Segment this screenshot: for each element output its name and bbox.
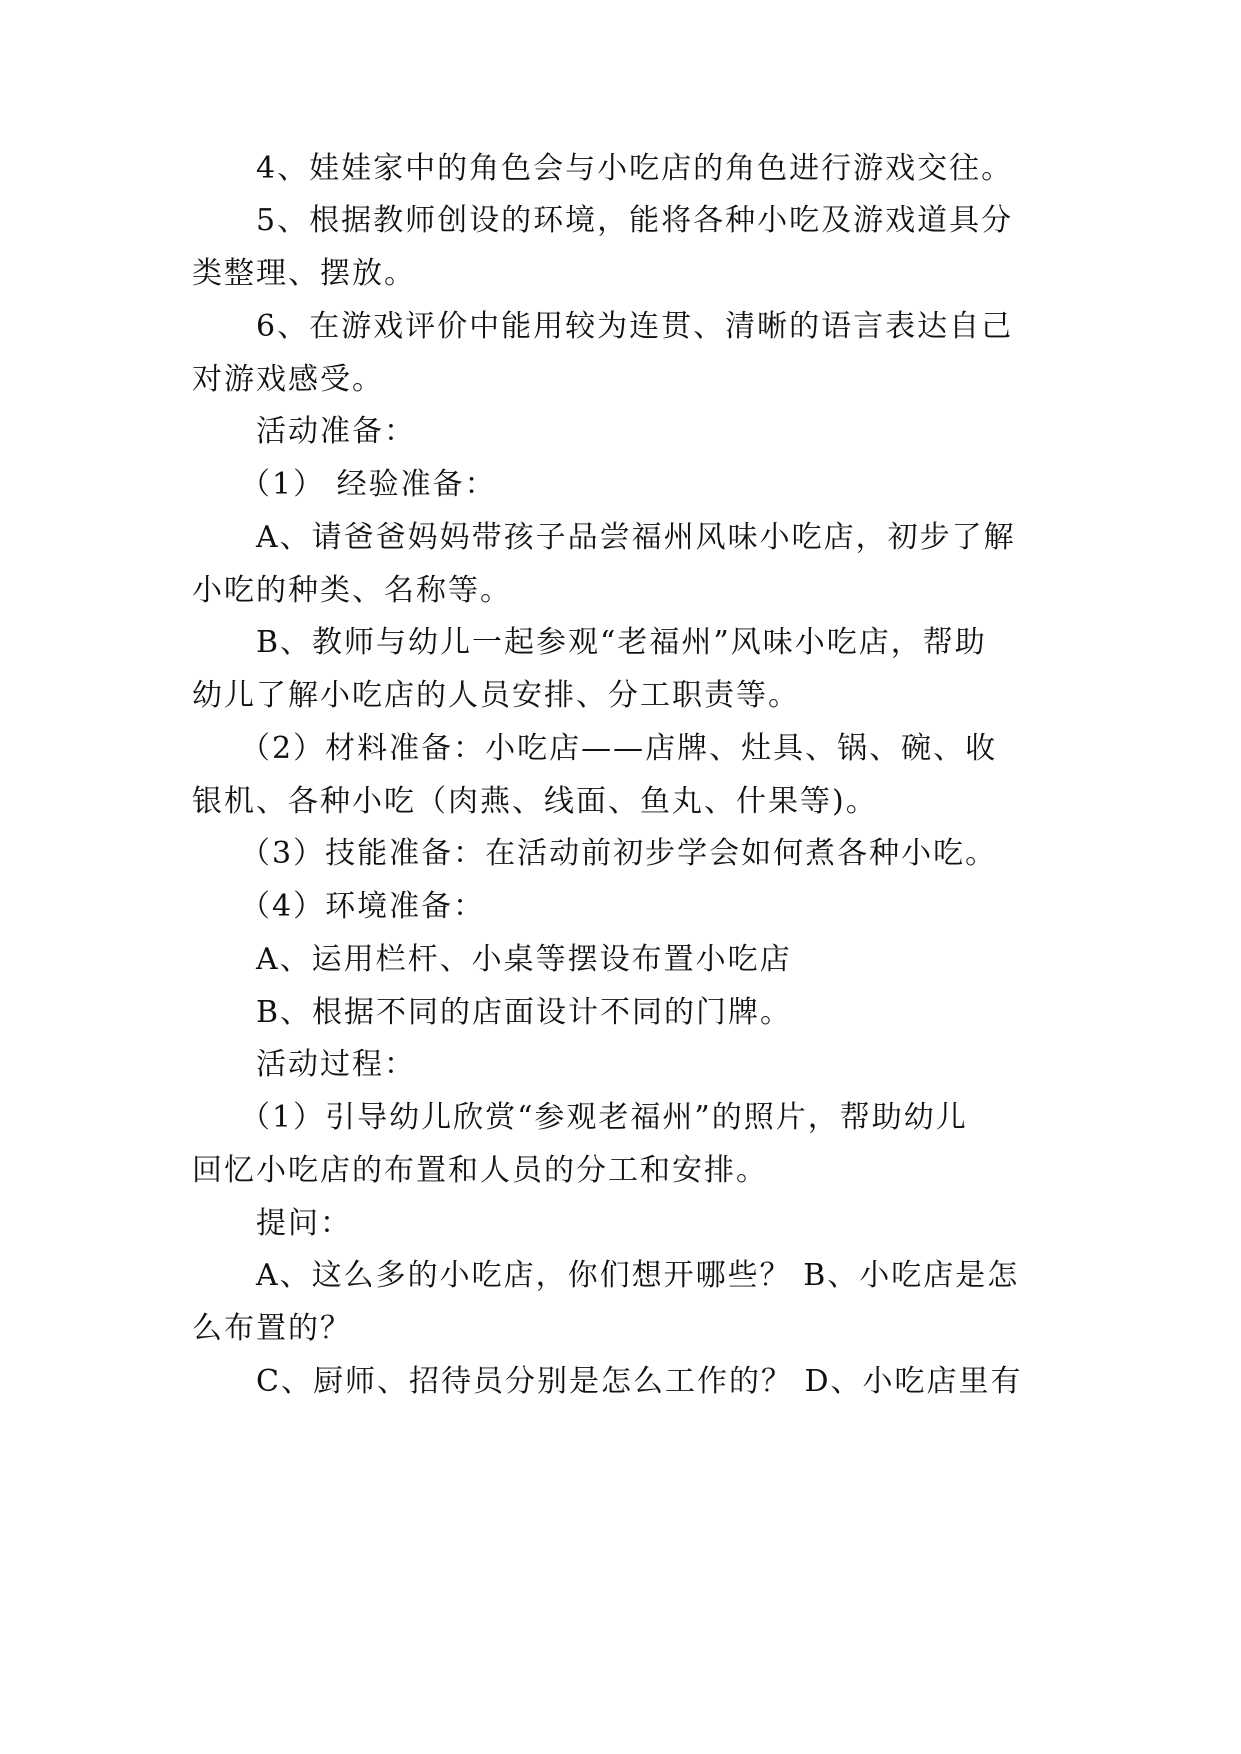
paragraph-line: 幼儿了解小吃店的人员安排、分工职责等。 [192, 678, 800, 713]
paragraph-line: B、根据不同的店面设计不同的门牌。 [256, 995, 793, 1030]
paragraph-line: B、教师与幼儿一起参观“老福州”风味小吃店，帮助 [256, 625, 987, 660]
paragraph-line: （3）技能准备：在活动前初步学会如何煮各种小吃。 [240, 836, 998, 871]
subsection-heading: （1） 经验准备： [240, 467, 497, 502]
section-heading: 活动准备： [256, 414, 416, 449]
subsection-heading: （4）环境准备： [240, 889, 486, 924]
paragraph-line: 提问： [256, 1206, 352, 1241]
paragraph-line: （1）引导幼儿欣赏“参观老福州”的照片，帮助幼儿 [240, 1100, 968, 1135]
paragraph-line: 类整理、摆放。 [192, 256, 416, 291]
paragraph-line: 5、根据教师创设的环境，能将各种小吃及游戏道具分 [256, 203, 1014, 238]
paragraph-line: 对游戏感受。 [192, 362, 384, 397]
paragraph-line: A、这么多的小吃店，你们想开哪些？ B、小吃店是怎 [256, 1258, 1020, 1293]
section-heading: 活动过程： [256, 1047, 416, 1082]
paragraph-line: 银机、各种小吃（肉燕、线面、鱼丸、什果等)。 [192, 784, 878, 819]
paragraph-line: （2）材料准备：小吃店——店牌、灶具、锅、碗、收 [240, 731, 998, 766]
paragraph-line: A、请爸爸妈妈带孩子品尝福州风味小吃店，初步了解 [256, 520, 1016, 555]
paragraph-line: C、厨师、招待员分别是怎么工作的？ D、小吃店里有 [256, 1364, 1023, 1399]
paragraph-line: A、运用栏杆、小桌等摆设布置小吃店 [256, 942, 792, 977]
paragraph-line: 4、娃娃家中的角色会与小吃店的角色进行游戏交往。 [256, 151, 1014, 186]
paragraph-line: 回忆小吃店的布置和人员的分工和安排。 [192, 1153, 768, 1188]
paragraph-line: 6、在游戏评价中能用较为连贯、清晰的语言表达自己 [256, 309, 1014, 344]
paragraph-line: 么布置的？ [192, 1311, 352, 1346]
paragraph-line: 小吃的种类、名称等。 [192, 573, 512, 608]
